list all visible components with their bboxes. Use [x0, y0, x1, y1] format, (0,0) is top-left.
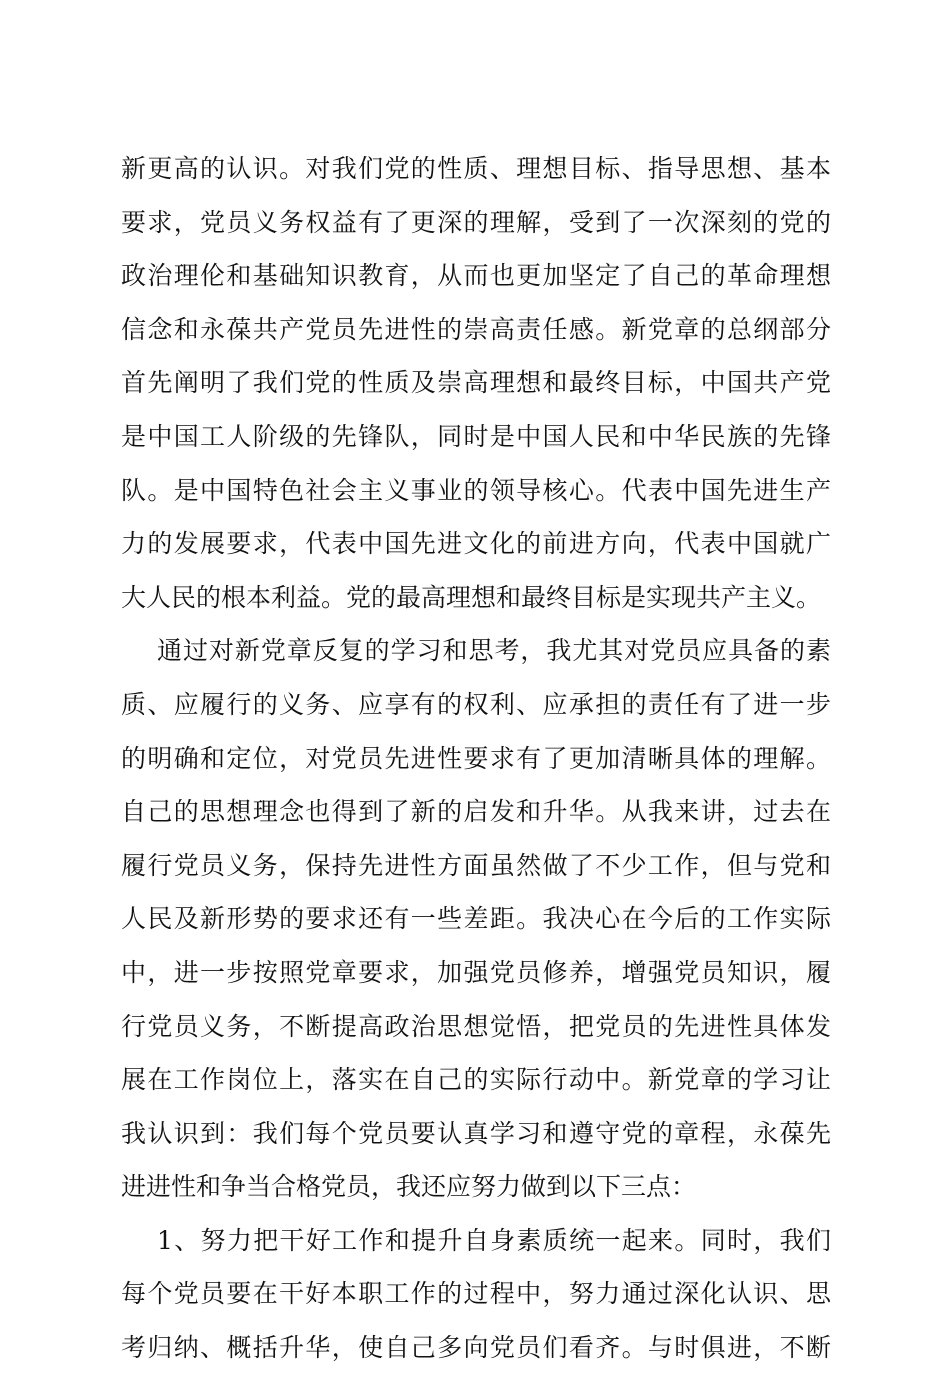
text-line: 自己的思想理念也得到了新的启发和升华。从我来讲，过去在 — [121, 797, 831, 827]
text-line: 每个党员要在干好本职工作的过程中，努力通过深化认识、思 — [121, 1279, 831, 1309]
text-line: 力的发展要求，代表中国先进文化的前进方向，代表中国就广 — [121, 529, 831, 559]
text-line: 要求，党员义务权益有了更深的理解，受到了一次深刻的党的 — [121, 207, 831, 237]
text-line: 政治理伦和基础知识教育，从而也更加坚定了自己的革命理想 — [121, 261, 831, 291]
text-line: 是中国工人阶级的先锋队，同时是中国人民和中华民族的先锋 — [121, 421, 831, 451]
text-line: 人民及新形势的要求还有一些差距。我决心在今后的工作实际 — [121, 904, 831, 934]
paragraph-start-line: 1、努力把干好工作和提升自身素质统一起来。同时，我们 — [157, 1225, 831, 1255]
text-line: 展在工作岗位上，落实在自己的实际行动中。新党章的学习让 — [121, 1065, 831, 1095]
text-line: 中，进一步按照党章要求，加强党员修养，增强党员知识，履 — [121, 957, 831, 987]
text-line: 质、应履行的义务、应享有的权利、应承担的责任有了进一步 — [121, 689, 831, 719]
text-line: 首先阐明了我们党的性质及崇高理想和最终目标，中国共产党 — [121, 368, 831, 398]
text-line: 履行党员义务，保持先进性方面虽然做了不少工作，但与党和 — [121, 850, 831, 880]
text-line: 行党员义务，不断提高政治思想觉悟，把党员的先进性具体发 — [121, 1011, 831, 1041]
text-line: 的明确和定位，对党员先进性要求有了更加清晰具体的理解。 — [121, 743, 831, 773]
text-line: 信念和永葆共产党员先进性的崇高责任感。新党章的总纲部分 — [121, 314, 831, 344]
text-line: 新更高的认识。对我们党的性质、理想目标、指导思想、基本 — [121, 154, 831, 183]
text-line: 我认识到：我们每个党员要认真学习和遵守党的章程，永葆先 — [121, 1118, 831, 1148]
text-line: 大人民的根本利益。党的最高理想和最终目标是实现共产主义。 — [121, 582, 822, 612]
text-line: 考归纳、概括升华，使自己多向党员们看齐。与时俱进，不断 — [121, 1333, 831, 1363]
paragraph-start-line: 通过对新党章反复的学习和思考，我尤其对党员应具备的素 — [157, 636, 831, 666]
text-line: 队。是中国特色社会主义事业的领导核心。代表中国先进生产 — [121, 475, 831, 505]
text-line: 进进性和争当合格党员，我还应努力做到以下三点： — [121, 1172, 697, 1202]
body-text — [121, 142, 831, 1375]
